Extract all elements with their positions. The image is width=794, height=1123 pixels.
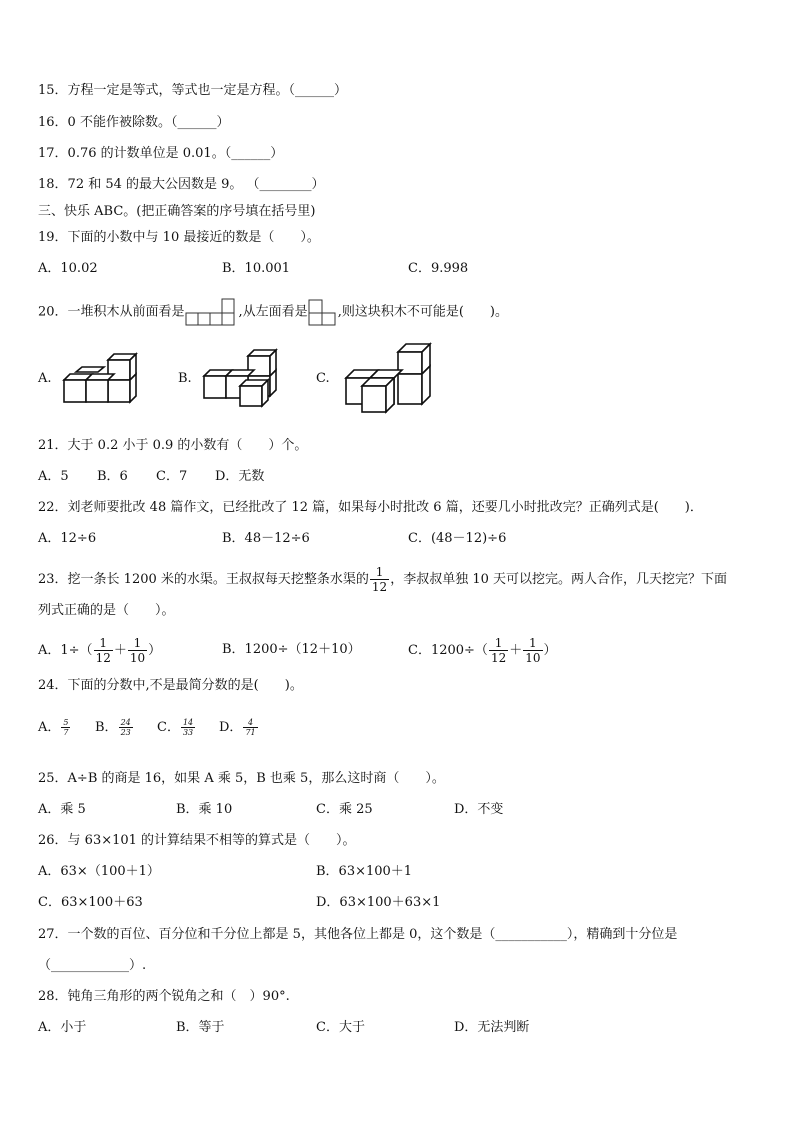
fraction-numerator: 1 <box>523 636 542 651</box>
q23-option-a-fraction-2 <box>128 636 147 665</box>
q26-option-c: C．63×100＋63 <box>38 895 143 910</box>
q20-option-b-label: B. <box>178 371 192 386</box>
fraction-numerator: 14 <box>182 718 194 727</box>
q23-option-c-fraction-2 <box>523 636 542 665</box>
q23-option-c <box>408 636 557 665</box>
q24-option-d-label: D． <box>219 720 243 735</box>
question-23-stem <box>38 565 727 594</box>
left-view-figure <box>308 296 338 328</box>
q23-fraction-numerator: 1 <box>370 565 389 580</box>
q19-option-b: B．10.001 <box>222 261 291 276</box>
q28-option-d: D．无法判断 <box>454 1020 530 1035</box>
question-23-stem-line-2: 列式正确的是（ ）。 <box>38 603 175 618</box>
q25-option-c: C．乘 25 <box>316 802 373 817</box>
q21-option-a: A．5 <box>38 469 69 484</box>
question-28-stem: 28．钝角三角形的两个锐角之和（ ）90°. <box>38 989 290 1004</box>
q23-option-c-suffix: ） <box>543 643 557 658</box>
section-3-heading: 三、快乐 ABC。(把正确答案的序号填在括号里) <box>38 204 316 219</box>
q26-option-a: A．63×（100＋1） <box>38 864 160 879</box>
q20-stem-part-3: ,则这块积木不可能是( )。 <box>337 304 508 320</box>
q21-option-d: D．无数 <box>215 469 265 484</box>
fraction-denominator: 10 <box>525 651 541 665</box>
q20-option-a-label: A. <box>38 371 52 386</box>
q26-option-d: D．63×100＋63×1 <box>316 895 441 910</box>
question-22-stem: 22．刘老师要批改 48 篇作文，已经批改了 12 篇，如果每小时批改 6 篇，还要几小时批改完？正确列式是( )． <box>38 500 703 515</box>
fraction-denominator: 12 <box>490 651 507 665</box>
fraction-denominator: 23 <box>120 728 131 737</box>
q23-fraction <box>370 565 389 594</box>
q28-option-b: B．等于 <box>176 1020 225 1035</box>
q20-option-a-cubes <box>62 350 142 406</box>
q21-option-b: B．6 <box>97 469 128 484</box>
question-27-line-1: 27．一个数的百位、百分位和千分位上都是 5，其他各位上都是 0，这个数是（___________），精确到十分位是 <box>38 927 678 942</box>
q23-stem-part-2: ，李叔叔单独 10 天可以挖完。两人合作，几天挖完？下面 <box>390 572 727 587</box>
question-25-stem: 25．A÷B 的商是 16，如果 A 乘 5，B 也乘 5，那么这时商（ ）。 <box>38 771 445 786</box>
fraction-denominator: 12 <box>95 651 111 665</box>
q25-option-b: B．乘 10 <box>176 802 233 817</box>
question-19-stem: 19．下面的小数中与 10 最接近的数是（ ）。 <box>38 230 320 245</box>
question-27-line-2: （____________）. <box>38 958 147 973</box>
q28-option-a: A．小于 <box>38 1020 87 1035</box>
plus-sign: ＋ <box>113 643 127 658</box>
q23-option-c-fraction-1 <box>489 636 508 665</box>
front-view-figure <box>185 296 239 328</box>
fraction-numerator: 4 <box>243 718 257 728</box>
fraction-denominator: 7 <box>63 728 69 737</box>
fraction-numerator: 24 <box>120 718 131 727</box>
q22-option-c: C．(48－12)÷6 <box>408 531 507 546</box>
q23-option-b: B．1200÷（12＋10） <box>222 642 361 657</box>
q25-option-d: D．不变 <box>454 802 504 817</box>
q20-stem-part-1: 20．一堆积木从前面看是 <box>38 304 185 320</box>
fraction-numerator: 1 <box>489 636 508 651</box>
q23-option-a <box>38 636 161 665</box>
q28-option-c: C．大于 <box>316 1020 365 1035</box>
q23-option-a-prefix: A．1÷（ <box>38 643 93 658</box>
question-17: 17．0.76 的计数单位是 0.01。（______） <box>38 146 284 161</box>
question-24-stem: 24．下面的分数中,不是最简分数的是( )。 <box>38 678 303 693</box>
q26-option-b: B．63×100＋1 <box>316 864 413 879</box>
q22-option-b: B．48－12÷6 <box>222 531 310 546</box>
q20-option-b-cubes <box>200 346 280 408</box>
q24-option-c <box>157 718 196 737</box>
q23-fraction-denominator: 12 <box>371 580 388 594</box>
question-16: 16．0 不能作被除数。（______） <box>38 115 230 130</box>
question-26-stem: 26．与 63×101 的计算结果不相等的算式是（ ）。 <box>38 833 356 848</box>
fraction-denominator: 10 <box>129 651 146 665</box>
q24-option-d-fraction <box>243 718 257 737</box>
q20-option-c-label: C. <box>316 371 330 386</box>
q24-option-d <box>219 718 259 737</box>
q24-option-a-fraction <box>61 718 70 737</box>
q23-option-a-fraction-1 <box>94 636 113 665</box>
q24-option-b-fraction <box>119 718 133 737</box>
q19-option-a: A．10.02 <box>38 261 98 276</box>
q24-option-c-label: C． <box>157 720 180 735</box>
q23-option-a-suffix: ） <box>148 643 162 658</box>
question-15: 15．方程一定是等式，等式也一定是方程。（______） <box>38 83 348 98</box>
question-21-stem: 21．大于 0.2 小于 0.9 的小数有（ ）个。 <box>38 438 308 453</box>
fraction-denominator: 33 <box>182 728 194 737</box>
q20-option-c-cubes <box>342 342 434 414</box>
q21-option-c: C．7 <box>156 469 188 484</box>
q25-option-a: A．乘 5 <box>38 802 86 817</box>
q23-stem-part-1: 23．挖一条长 1200 米的水渠。王叔叔每天挖整条水渠的 <box>38 572 369 587</box>
fraction-numerator: 1 <box>94 636 113 651</box>
q19-option-c: C．9.998 <box>408 261 469 276</box>
fraction-numerator: 5 <box>63 718 69 727</box>
q24-option-c-fraction <box>181 718 195 737</box>
plus-sign: ＋ <box>509 643 523 658</box>
fraction-denominator: 71 <box>245 728 256 737</box>
q24-option-b-label: B． <box>95 720 118 735</box>
q24-option-a-label: A． <box>38 720 61 735</box>
q24-option-b <box>95 718 134 737</box>
q23-option-c-prefix: C．1200÷（ <box>408 643 488 658</box>
question-20-stem <box>38 296 508 328</box>
q22-option-a: A．12÷6 <box>38 531 97 546</box>
question-18: 18．72 和 54 的最大公因数是 9。 （________） <box>38 177 325 192</box>
fraction-numerator: 1 <box>128 636 147 651</box>
q24-option-a <box>38 718 71 737</box>
q20-stem-part-2: ,从左面看是 <box>238 304 308 320</box>
